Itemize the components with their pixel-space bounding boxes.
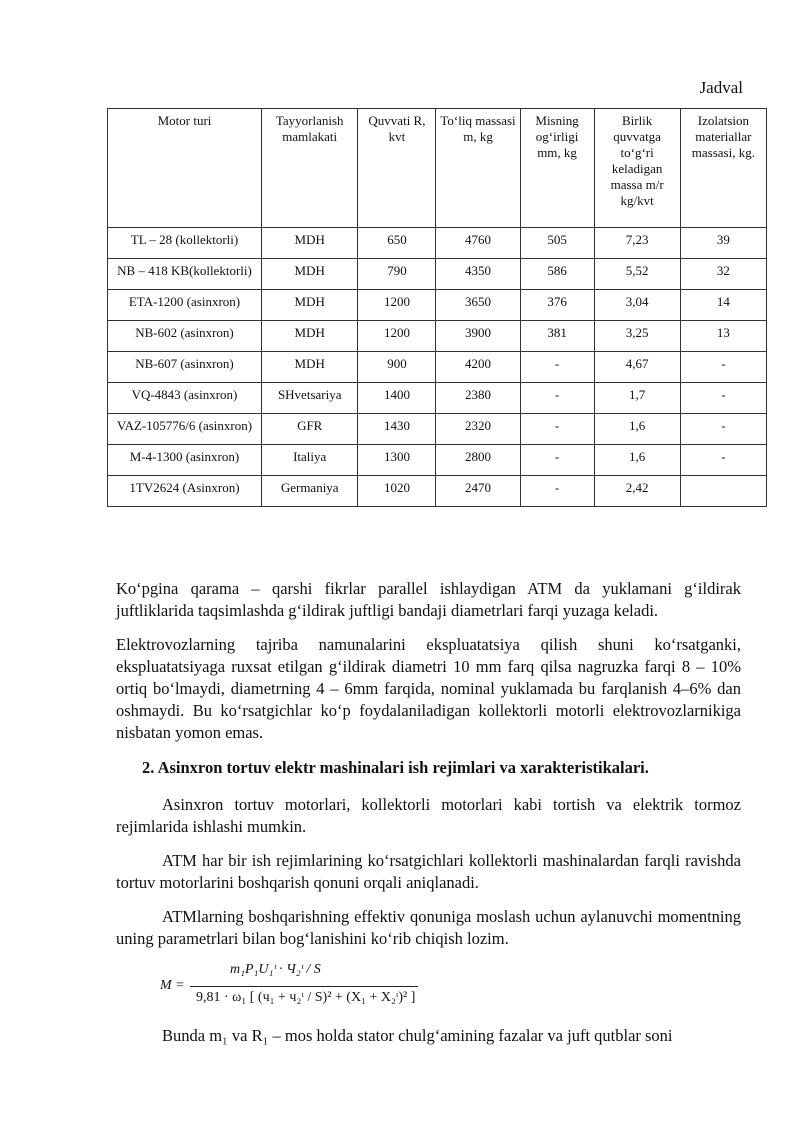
table-cell: MDH	[261, 290, 357, 321]
table-row	[108, 383, 767, 414]
table-row	[108, 414, 767, 445]
table-caption: Jadval	[699, 78, 743, 97]
table-cell: 5,52	[594, 259, 680, 290]
table-row	[108, 352, 767, 383]
table-cell: ETA-1200 (asinxron)	[108, 290, 262, 321]
table-cell: -	[520, 445, 594, 476]
table-cell: SHvetsariya	[261, 383, 357, 414]
paragraph-4: ATM har bir ish rejimlarining ko‘rsatgichlari kollektorli mashinalardan farqli ravishda tortuv motorlarini boshqarish qonuni orqali aniqlanadi.	[116, 851, 741, 892]
table-cell: 7,23	[594, 228, 680, 259]
table-cell: 3,04	[594, 290, 680, 321]
table-cell: 381	[520, 321, 594, 352]
table-cell: 650	[358, 228, 436, 259]
paragraph-2: Elektrovozlarning tajriba namunalarini ekspluatatsiya qilish shuni ko‘rsatganki, ekspluatatsiyaga ruxsat etilgan g‘ildirak diametri 10 mm farq qilsa nagruzka farqi 8 – 10% ortiq bo‘lmaydi, diametrning 4 – 6mm farqida, nominal yuklamada bu farqlanish 4–6% dan oshmaydi. Bu ko‘rsatgichlar ko‘p foydalaniladigan kollektorli motorli elektrovozlarnikiga nisbatan yomon emas.	[116, 635, 741, 742]
table-cell	[680, 476, 766, 507]
table-cell: -	[680, 352, 766, 383]
table-cell: 2380	[436, 383, 520, 414]
formula-lhs: M =	[160, 978, 185, 993]
table-cell: 790	[358, 259, 436, 290]
column-header: Birlik quvvatga to‘g‘ri keladigan massa m/r kg/kvt	[594, 109, 680, 228]
column-header: Tayyorlanish mamlakati	[261, 109, 357, 228]
table-cell: 1400	[358, 383, 436, 414]
table-cell: 39	[680, 228, 766, 259]
formula-numerator: m₁P₁U₁ᶥ · Ч₂ᶥ / S	[230, 962, 321, 977]
table-cell: -	[680, 445, 766, 476]
table-cell: MDH	[261, 321, 357, 352]
column-header: Izolatsion materiallar massasi, kg.	[680, 109, 766, 228]
table-cell: MDH	[261, 228, 357, 259]
table-cell: 4760	[436, 228, 520, 259]
table-header-row	[108, 109, 767, 228]
table-cell: NB-602 (asinxron)	[108, 321, 262, 352]
table-cell: 13	[680, 321, 766, 352]
table-cell: NB-607 (asinxron)	[108, 352, 262, 383]
column-header: To‘liq massasi m, kg	[436, 109, 520, 228]
table-cell: 3650	[436, 290, 520, 321]
table-cell: 1020	[358, 476, 436, 507]
table-cell: GFR	[261, 414, 357, 445]
table-cell: 900	[358, 352, 436, 383]
table-cell: VQ-4843 (asinxron)	[108, 383, 262, 414]
column-header: Quvvati R, kvt	[358, 109, 436, 228]
table-cell: 505	[520, 228, 594, 259]
table-cell: -	[520, 383, 594, 414]
table-cell: 1TV2624 (Asinxron)	[108, 476, 262, 507]
table-cell: 3,25	[594, 321, 680, 352]
table-cell: 376	[520, 290, 594, 321]
paragraph-5: ATMlarning boshqarishning effektiv qonuniga moslash uchun aylanuvchi momentning uning parametrlari bilan bog‘lanishini ko‘rib chiqish lozim.	[116, 907, 741, 948]
paragraph-1: Ko‘pgina qarama – qarshi fikrlar parallel ishlaydigan ATM da yuklamani g‘ildirak juftliklarida taqsimlashda g‘ildirak juftligi bandaji diametrlari farqi yuzaga keladi.	[116, 579, 741, 620]
table-cell: 1,6	[594, 445, 680, 476]
table-cell: MDH	[261, 259, 357, 290]
table-row	[108, 259, 767, 290]
motor-table	[107, 108, 767, 507]
table-cell: 1200	[358, 290, 436, 321]
table-cell: VAZ-105776/6 (asinxron)	[108, 414, 262, 445]
column-header: Misning og‘irligi mm, kg	[520, 109, 594, 228]
table-cell: -	[520, 476, 594, 507]
table-cell: -	[520, 352, 594, 383]
table-cell: 2800	[436, 445, 520, 476]
table-cell: 1200	[358, 321, 436, 352]
table-cell: MDH	[261, 352, 357, 383]
section-heading: 2. Asinxron tortuv elektr mashinalari ish rejimlari va xarakteristikalari.	[142, 758, 649, 777]
table-cell: NB – 418 KB(kollektorli)	[108, 259, 262, 290]
table-cell: 1,7	[594, 383, 680, 414]
table-cell: -	[520, 414, 594, 445]
table-cell: 14	[680, 290, 766, 321]
table-cell: 4200	[436, 352, 520, 383]
torque-formula	[160, 962, 440, 1018]
table-row	[108, 445, 767, 476]
table-row	[108, 228, 767, 259]
paragraph-3: Asinxron tortuv motorlari, kollektorli motorlari kabi tortish va elektrik tormoz rejimlarida ishlashi mumkin.	[116, 795, 741, 836]
column-header: Motor turi	[108, 109, 262, 228]
table-cell: -	[680, 414, 766, 445]
formula-denominator: 9,81 · ω₁ [ (ч₁ + ч₂ᶥ / S)² + (X₁ + X₂ᶥ)² ]	[196, 990, 416, 1005]
fraction-bar	[190, 986, 418, 987]
table-cell: TL – 28 (kollektorli)	[108, 228, 262, 259]
table-cell: 32	[680, 259, 766, 290]
table-row	[108, 290, 767, 321]
table-cell: 3900	[436, 321, 520, 352]
table-cell: 2320	[436, 414, 520, 445]
table-cell: 2470	[436, 476, 520, 507]
table-cell: -	[680, 383, 766, 414]
table-cell: 2,42	[594, 476, 680, 507]
table-cell: 586	[520, 259, 594, 290]
table-cell: M-4-1300 (asinxron)	[108, 445, 262, 476]
table-body	[108, 228, 767, 507]
table-cell: 4350	[436, 259, 520, 290]
table-cell: 4,67	[594, 352, 680, 383]
table-cell: 1300	[358, 445, 436, 476]
paragraph-6: Bunda m₁ va R₁ – mos holda stator chulg‘amining fazalar va juft qutblar soni	[162, 1026, 673, 1045]
table-cell: 1430	[358, 414, 436, 445]
table-row	[108, 321, 767, 352]
table-cell: 1,6	[594, 414, 680, 445]
table-cell: Germaniya	[261, 476, 357, 507]
table-row	[108, 476, 767, 507]
table-cell: Italiya	[261, 445, 357, 476]
